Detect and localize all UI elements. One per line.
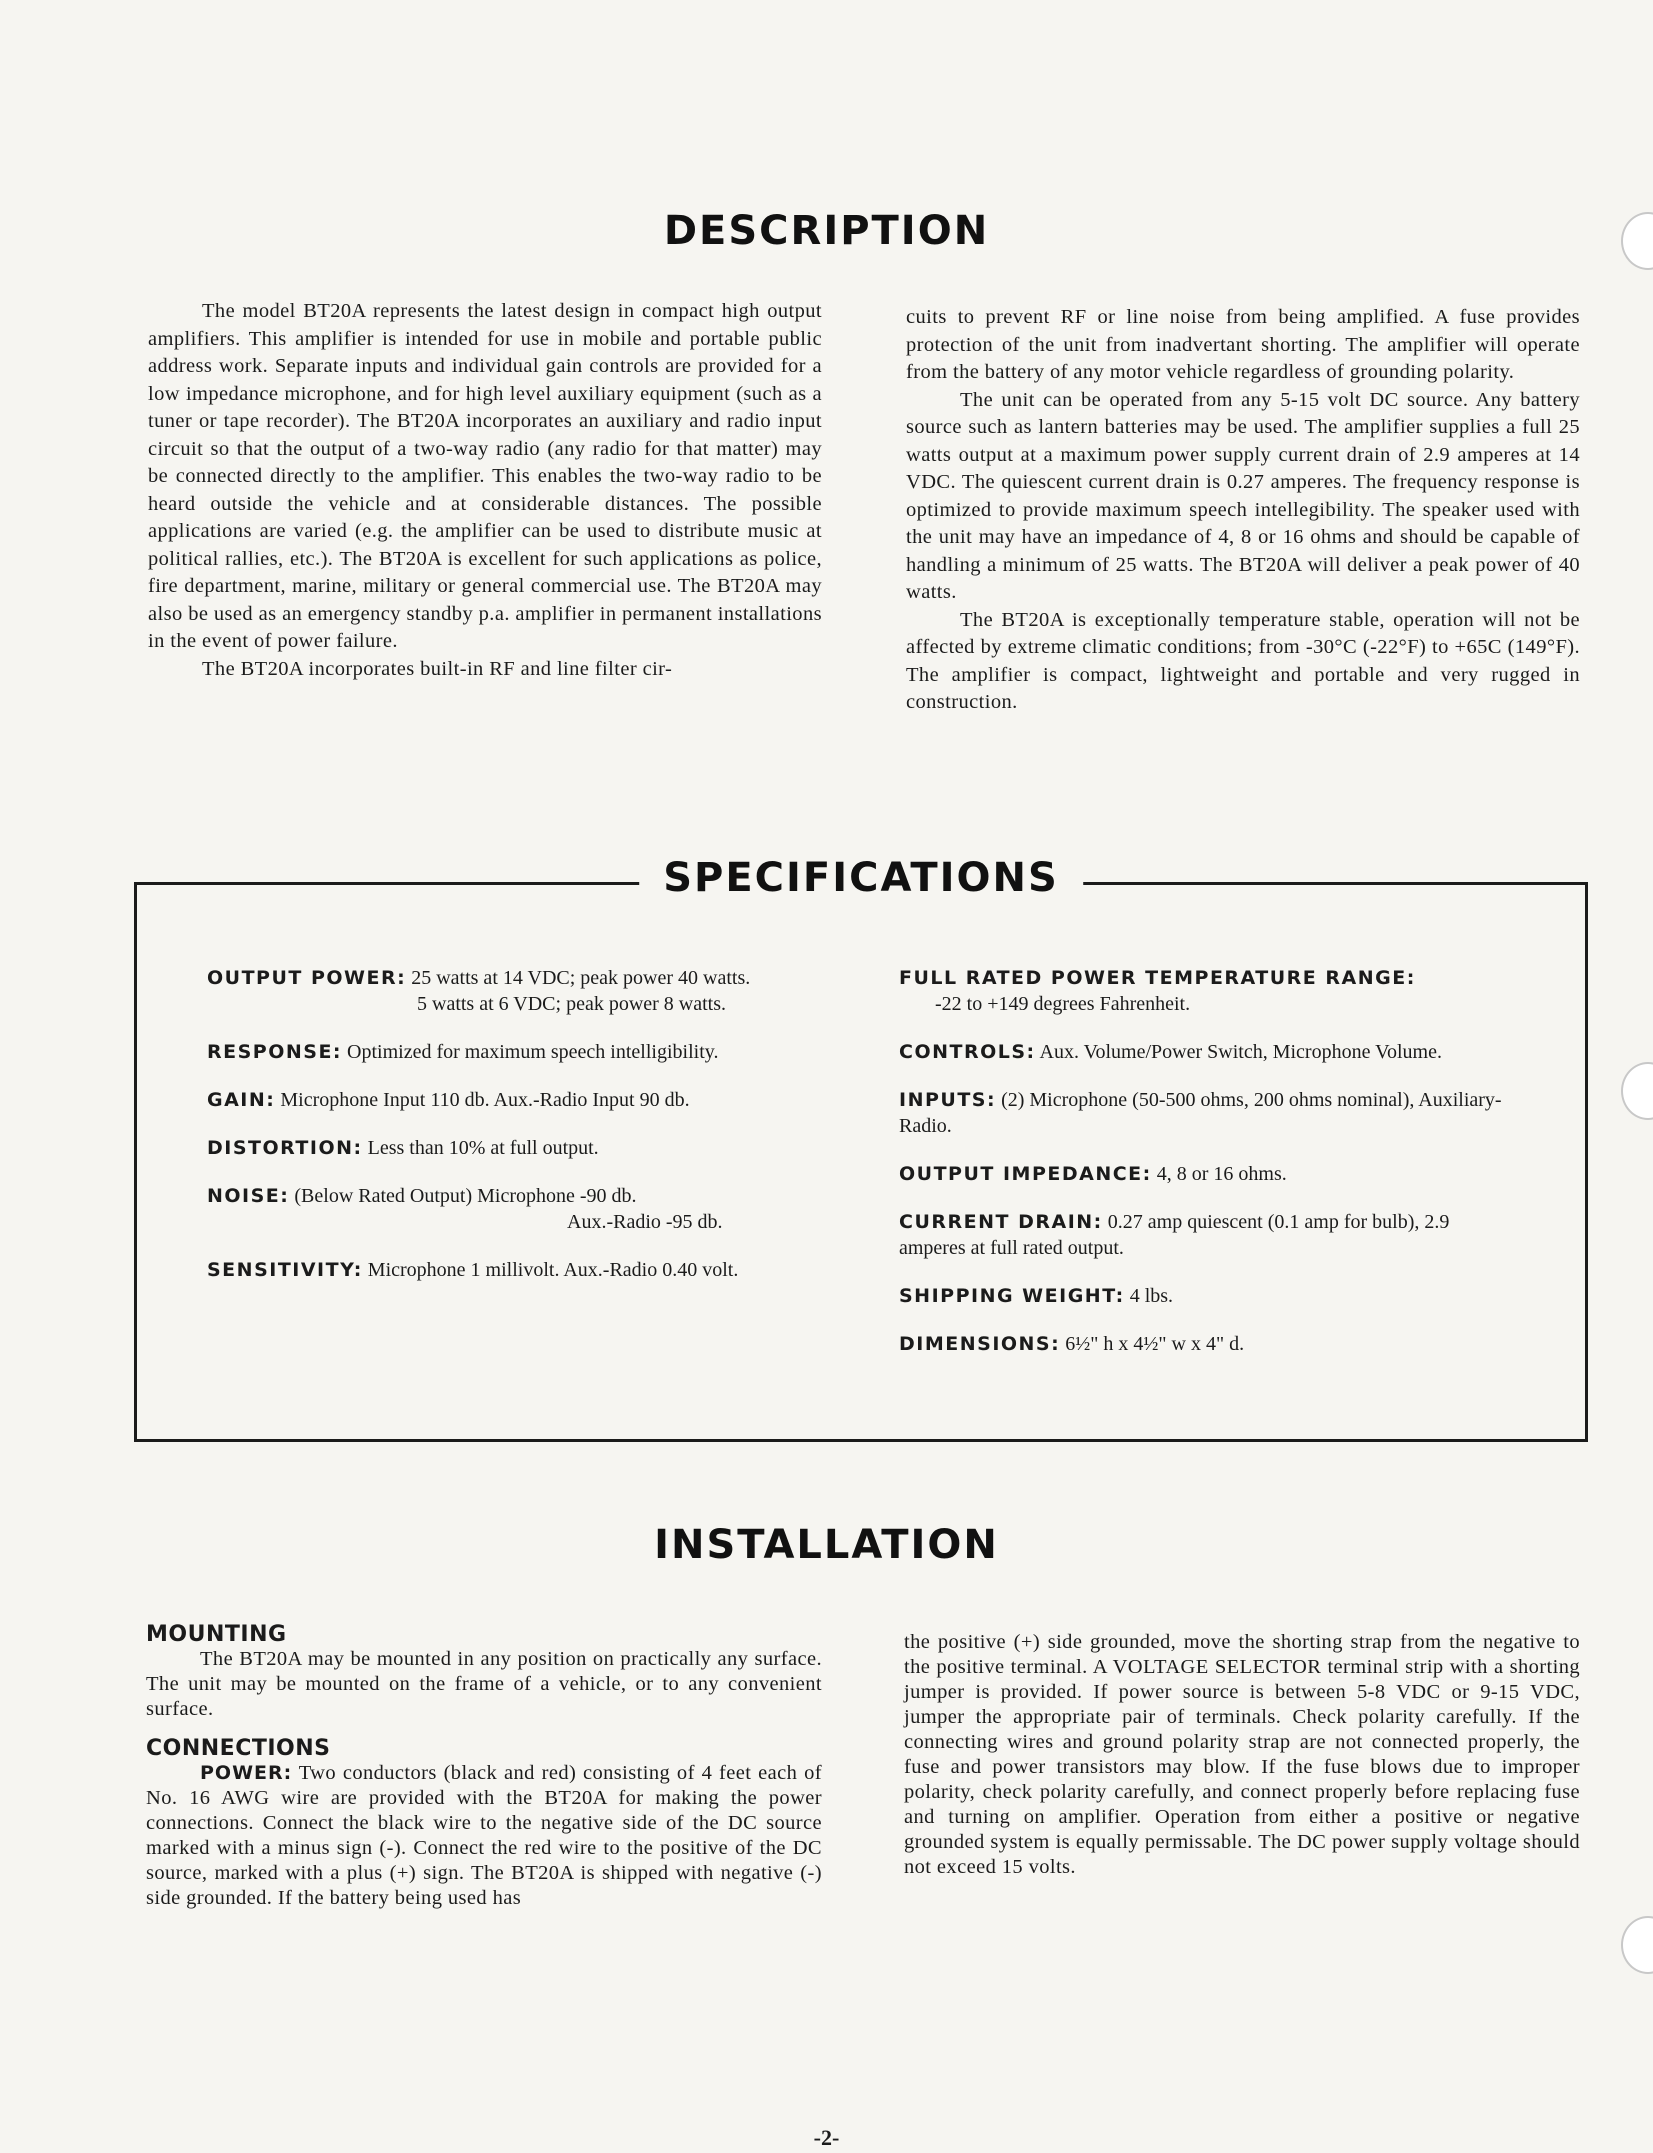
spec-noise: NOISE: (Below Rated Output) Microphone -90 db. Aux.-Radio -95 db.: [207, 1185, 723, 1233]
spec-distortion: DISTORTION: Less than 10% at full output.: [207, 1137, 599, 1159]
spec-output-power: OUTPUT POWER: 25 watts at 14 VDC; peak power 40 watts. 5 watts at 6 VDC; peak power 8 watts.: [207, 967, 751, 1015]
spec-right-column: [899, 965, 1519, 1379]
specifications-box: [134, 855, 1588, 1442]
description-paragraph: The BT20A incorporates built-in RF and line filter cir-: [202, 657, 673, 680]
spec-controls: CONTROLS: Aux. Volume/Power Switch, Microphone Volume.: [899, 1041, 1442, 1063]
spec-gain: GAIN: Microphone Input 110 db. Aux.-Radio Input 90 db.: [207, 1089, 690, 1111]
spec-left-column: [207, 965, 817, 1305]
description-paragraph: The BT20A is exceptionally temperature stable, operation will not be affected by extreme climatic conditions; from -30°C (-22°F) to +65C (149°F). The amplifier is compact, lightweight and portable and very rugged in construction.: [906, 608, 1580, 713]
installation-right-paragraph: the positive (+) side grounded, move the shorting strap from the negative to the positive terminal. A VOLTAGE SELECTOR terminal strip with a shorting jumper is provided. If power source is between 5-8 VDC or 9-15 VDC, jumper the appropriate pair of terminals. Check polarity carefully. If the connecting wires and ground polarity strap are not connected properly, the fuse and power transistors may blow. If the fuse blows due to improper polarity, check polarity carefully, and connect properly before replacing fuse and turning on amplifier. Operation from either a positive or negative grounded system is equally permissable. The DC power supply voltage should not exceed 15 volts.: [904, 1631, 1580, 1878]
spec-output-impedance: OUTPUT IMPEDANCE: 4, 8 or 16 ohms.: [899, 1163, 1287, 1185]
power-label: POWER:: [200, 1762, 293, 1784]
page-number: -2-: [813, 2125, 840, 2150]
spec-shipping-weight: SHIPPING WEIGHT: 4 lbs.: [899, 1285, 1174, 1307]
description-heading: DESCRIPTION: [663, 208, 990, 254]
description-left-column: [148, 298, 822, 683]
description-paragraph: cuits to prevent RF or line noise from being amplified. A fuse provides protection of the unit from inadvertant shorting. The amplifier will operate from the battery of any motor vehicle regardless of grounding polarity.: [906, 306, 1580, 383]
power-paragraph: POWER: Two conductors (black and red) consisting of 4 feet each of No. 16 AWG wire are provided with the BT20A for making the power connections. Connect the black wire to the negative side of the DC source marked with a minus sign (-). Connect the red wire to the positive of the DC source, marked with a plus (+) sign. The BT20A is shipped with negative (-) side grounded. If the battery being used has: [146, 1762, 823, 1909]
description-right-column: [906, 304, 1580, 717]
connections-heading: CONNECTIONS: [146, 1736, 331, 1761]
spec-current-drain: CURRENT DRAIN: 0.27 amp quiescent (0.1 amp for bulb), 2.9 amperes at full rated output.: [899, 1211, 1450, 1259]
installation-left-column: [146, 1622, 822, 1911]
specifications-heading: SPECIFICATIONS: [639, 855, 1083, 901]
spec-inputs: INPUTS: (2) Microphone (50-500 ohms, 200 ohms nominal), Auxiliary-Radio.: [899, 1089, 1502, 1137]
spec-temperature-range: FULL RATED POWER TEMPERATURE RANGE: -22 to +149 degrees Fahrenheit.: [899, 967, 1416, 1015]
punch-hole-bottom: [1621, 1916, 1653, 1974]
spec-dimensions: DIMENSIONS: 6½" h x 4½" w x 4" d.: [899, 1333, 1245, 1355]
installation-heading: INSTALLATION: [654, 1522, 999, 1568]
spec-sensitivity: SENSITIVITY: Microphone 1 millivolt. Aux.-Radio 0.40 volt.: [207, 1259, 739, 1281]
installation-right-column: [904, 1630, 1580, 1880]
punch-hole-middle: [1621, 1062, 1653, 1120]
mounting-heading: MOUNTING: [146, 1622, 287, 1647]
mounting-paragraph: The BT20A may be mounted in any position on practically any surface. The unit may be mounted on the frame of a vehicle, or to any convenient surface.: [146, 1648, 822, 1720]
spec-response: RESPONSE: Optimized for maximum speech intelligibility.: [207, 1041, 719, 1063]
description-paragraph: The model BT20A represents the latest design in compact high output amplifiers. This amplifier is intended for use in mobile and portable public address work. Separate inputs and individual gain controls are provided for a low impedance microphone, and for high level auxiliary equipment (such as a tuner or tape recorder). The BT20A incorporates an auxiliary and radio input circuit so that the output of a two-way radio (any radio for that matter) may be connected directly to the amplifier. This enables the two-way radio to be heard outside the vehicle and at considerable distances. The possible applications are varied (e.g. the amplifier can be used to distribute music at political rallies, etc.). The BT20A is excellent for such applications as police, fire department, marine, military or general commercial use. The BT20A may also be used as an emergency standby p.a. amplifier in permanent installations in the event of power failure.: [148, 300, 822, 652]
description-paragraph: The unit can be operated from any 5-15 volt DC source. Any battery source such as lantern batteries may be used. The amplifier supplies a full 25 watts output at a maximum power supply current drain of 2.9 amperes at 14 VDC. The quiescent current drain is 0.27 amperes. The frequency response is optimized to provide maximum speech intellegibility. The speaker used with the unit may have an impedance of 4, 8 or 16 ohms and should be capable of handling a minimum of 25 watts. The BT20A will deliver a peak power of 40 watts.: [906, 388, 1580, 603]
